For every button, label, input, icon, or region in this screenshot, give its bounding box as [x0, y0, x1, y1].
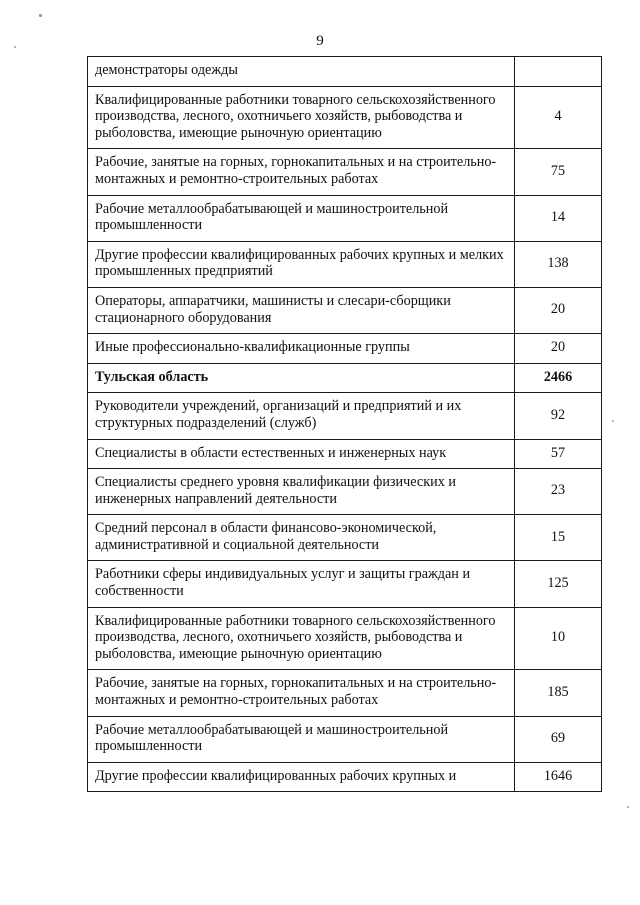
row-value: 75	[515, 149, 602, 195]
row-label: Другие профессии квалифицированных рабочих крупных и мелких промышленных предприятий	[88, 241, 515, 287]
table-row	[88, 287, 602, 333]
row-label: Тульская область	[88, 363, 515, 393]
row-value: 138	[515, 241, 602, 287]
row-label: Специалисты среднего уровня квалификации физических и инженерных направлений деятельности	[88, 469, 515, 515]
scan-speck	[39, 14, 42, 17]
table-row	[88, 469, 602, 515]
table-row	[88, 57, 602, 87]
row-value: 4	[515, 86, 602, 149]
table-row	[88, 762, 602, 792]
row-label: Рабочие металлообрабатывающей и машиностроительной промышленности	[88, 716, 515, 762]
row-value: 92	[515, 393, 602, 439]
row-value: 2466	[515, 363, 602, 393]
row-value: 185	[515, 670, 602, 716]
row-label: Рабочие, занятые на горных, горнокапитальных и на строительно-монтажных и ремонтно-строительных работах	[88, 149, 515, 195]
data-table	[87, 56, 602, 792]
row-value: 15	[515, 515, 602, 561]
row-value: 69	[515, 716, 602, 762]
table-row	[88, 393, 602, 439]
table-row	[88, 561, 602, 607]
scan-speck	[627, 806, 629, 808]
row-label: Средний персонал в области финансово-экономической, административной и социальной деятельности	[88, 515, 515, 561]
row-value: 125	[515, 561, 602, 607]
page-number: 9	[316, 33, 324, 49]
table-row	[88, 670, 602, 716]
table-row	[88, 363, 602, 393]
row-value: 10	[515, 607, 602, 670]
table-row	[88, 716, 602, 762]
table-row	[88, 86, 602, 149]
table-row	[88, 439, 602, 469]
table-row	[88, 607, 602, 670]
row-label: Операторы, аппаратчики, машинисты и слесари-сборщики стационарного оборудования	[88, 287, 515, 333]
row-value: 14	[515, 195, 602, 241]
row-value: 57	[515, 439, 602, 469]
row-label: Квалифицированные работники товарного сельскохозяйственного производства, лесного, охотничьего хозяйств, рыбоводства и рыболовства, имеющие рыночную ориентацию	[88, 607, 515, 670]
row-label: Другие профессии квалифицированных рабочих крупных и	[88, 762, 515, 792]
row-label: Квалифицированные работники товарного сельскохозяйственного производства, лесного, охотничьего хозяйств, рыбоводства и рыболовства, имеющие рыночную ориентацию	[88, 86, 515, 149]
table-row	[88, 334, 602, 364]
row-label: Иные профессионально-квалификационные группы	[88, 334, 515, 364]
table-row	[88, 241, 602, 287]
row-label: демонстраторы одежды	[88, 57, 515, 87]
table-row	[88, 195, 602, 241]
row-label: Руководители учреждений, организаций и предприятий и их структурных подразделений (служб)	[88, 393, 515, 439]
row-value: 1646	[515, 762, 602, 792]
row-label: Работники сферы индивидуальных услуг и защиты граждан и собственности	[88, 561, 515, 607]
table-row	[88, 515, 602, 561]
row-label: Специалисты в области естественных и инженерных наук	[88, 439, 515, 469]
scan-speck	[612, 420, 614, 422]
row-label: Рабочие, занятые на горных, горнокапитальных и на строительно-монтажных и ремонтно-строительных работах	[88, 670, 515, 716]
table-body	[88, 57, 602, 792]
row-value	[515, 57, 602, 87]
row-label: Рабочие металлообрабатывающей и машиностроительной промышленности	[88, 195, 515, 241]
row-value: 20	[515, 334, 602, 364]
scan-speck	[14, 46, 16, 48]
row-value: 20	[515, 287, 602, 333]
row-value: 23	[515, 469, 602, 515]
table-row	[88, 149, 602, 195]
